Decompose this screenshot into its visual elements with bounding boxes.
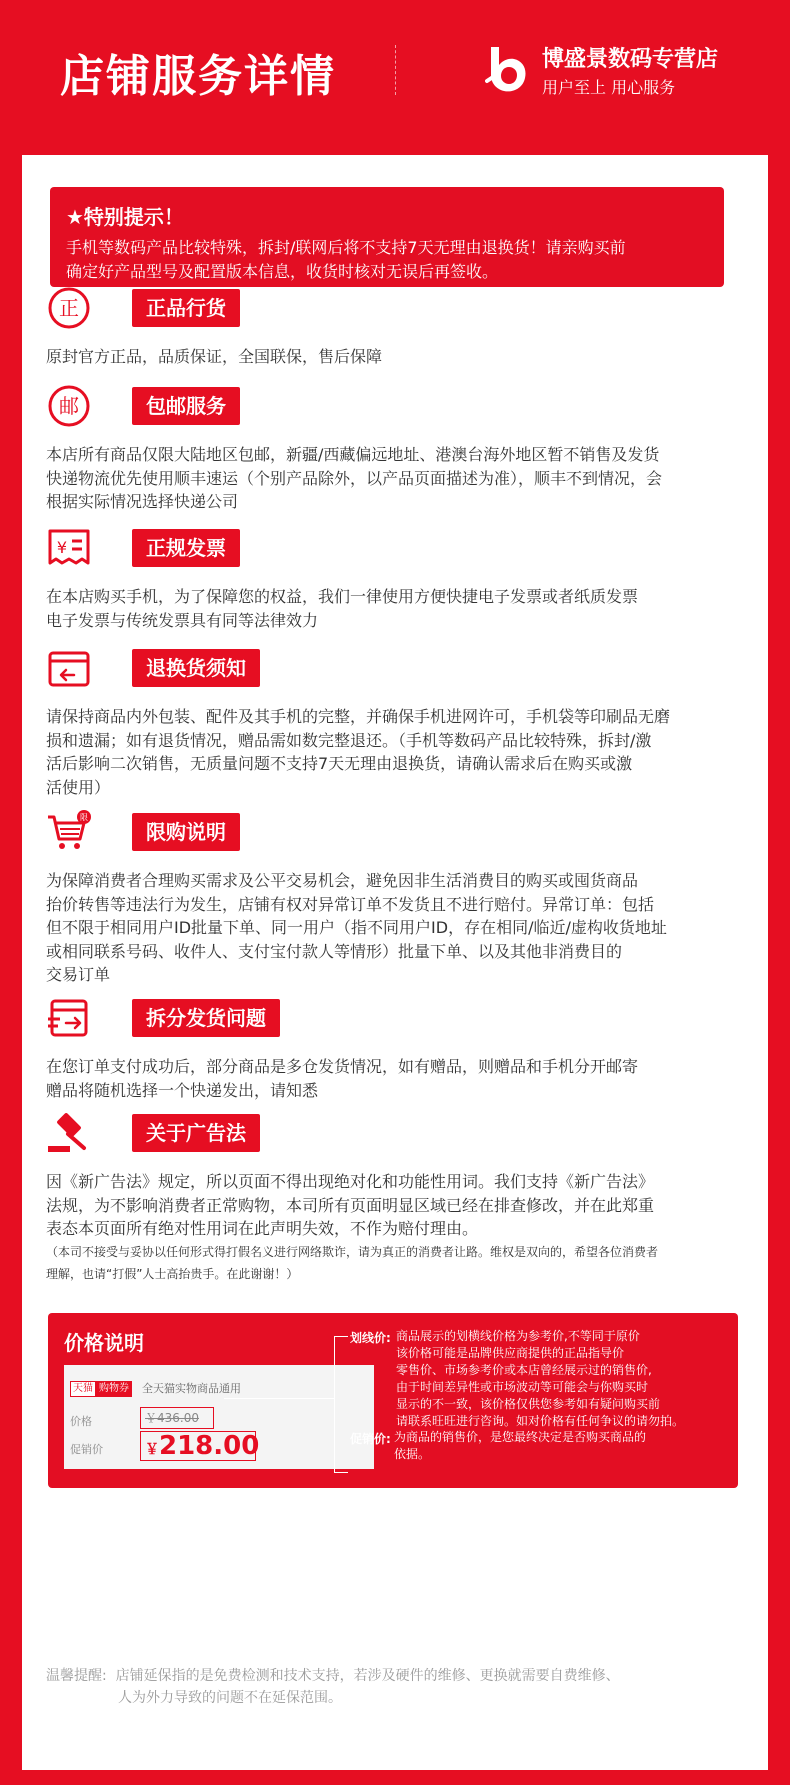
return-box-icon [46, 645, 92, 691]
section-label: 包邮服务 [132, 387, 240, 425]
section-label: 正品行货 [132, 289, 240, 327]
brand-name: 博盛景数码专营店 [542, 47, 719, 72]
content-panel [22, 155, 768, 1770]
tmall-badge: 天猫 [70, 1381, 96, 1397]
footer-label: 温馨提醒: [46, 1668, 107, 1684]
mail-icon [46, 383, 92, 429]
invoice-icon [46, 525, 92, 571]
section-label: 限购说明 [132, 813, 240, 851]
brand-slogan: 用户至上 用心服务 [542, 78, 676, 97]
genuine-icon [46, 285, 92, 331]
notice-line: 手机等数码产品比较特殊，拆封/联网后将不支持7天无理由退换货！请亲购买前 [66, 238, 626, 257]
section-body: 在本店购买手机，为了保障您的权益，我们一律使用方便快捷电子发票或者纸质发票 电子发票与传统发票具有同等法律效力 [46, 587, 639, 630]
brand-logo-icon [485, 43, 529, 95]
notice-title: ★特别提示！ [66, 205, 184, 229]
coupon-badge: 购物券 [96, 1381, 132, 1397]
section-body: 在您订单支付成功后，部分商品是多仓发货情况，如有赠品，则赠品和手机分开邮寄 赠品将随机选择一个快递发出，请知悉 [46, 1057, 639, 1100]
section-body: 本店所有商品仅限大陆地区包邮，新疆/西藏偏远地址、港澳台海外地区暂不销售及发货 快递物流优先使用顺丰速运（个别产品除外，以产品页面描述为准），顺丰不到情况，会 根据实际情况选择快递公司 [46, 445, 663, 511]
header-divider [395, 45, 396, 95]
svg-text:限: 限 [80, 813, 88, 822]
price-title: 价格说明 [64, 1331, 144, 1355]
page-header [0, 0, 790, 150]
promo-price-label: 促销价 [70, 1443, 103, 1456]
gavel-icon [46, 1110, 92, 1156]
coupon-scope: 全天猫实物商品通用 [142, 1382, 241, 1395]
notice-line: 确定好产品型号及配置版本信息，收货时核对无误后再签收。 [66, 262, 499, 281]
split-shipping-icon [46, 995, 92, 1041]
section-label: 关于广告法 [132, 1114, 260, 1152]
price-sample [64, 1365, 374, 1469]
strike-price-note: 商品展示的划横线价格为参考价,不等同于原价 该价格可能是品牌供应商提供的正品指导价 零售价、市场参考价或本店曾经展示过的销售价, 由于时间差异性或市场波动等可能会与你购买时 显示的不一致，该价格仅供您参考如有疑问购买前 请联系旺旺进行咨询。如对价格有任何争议的请勿拍。 [396, 1329, 685, 1428]
section-label: 拆分发货问题 [132, 999, 280, 1037]
connector-line [334, 1398, 335, 1472]
section-label: 退换货须知 [132, 649, 260, 687]
section-body: 因《新广告法》规定，所以页面不得出现绝对化和功能性用词。我们支持《新广告法》 法规，为不影响消费者正常购物，本司所有页面明显区域已经在排查修改，并在此郑重 表态本页面所有绝对性用词在此声明失效，不作为赔付理由。 （本司不接受与妥协以任何形式得打假名义进行网络欺诈，请为真正的消费者让路。维权是双向的，希望各位消费者 理解，也请“打假”人士高抬贵手。在此谢谢！） [46, 1172, 659, 1281]
connector-line [334, 1472, 348, 1473]
page-title: 店铺服务详情 [60, 51, 336, 102]
footer-line: 人为外力导致的问题不在延保范围。 [118, 1690, 342, 1706]
section-body: 为保障消费者合理购买需求及公平交易机会，避免因非生活消费目的购买或囤货商品 抬价转售等违法行为发生，店铺有权对异常订单不发货且不进行赔付。异常订单：包括 但不限于相同用户ID批量下单、同一用户（指不同用户ID，存在相同/临近/虚构收货地址 或相同联系号码、收件人、支付宝付款人等情形）批量下单、以及其他非消费目的 交易订单 [46, 871, 667, 984]
footer-line: 店铺延保指的是免费检测和技术支持，若涉及硬件的维修、更换就需要自费维修、 [115, 1668, 620, 1684]
promo-note-label: 促销价: [350, 1432, 391, 1446]
cart-limit-icon [46, 809, 92, 855]
section-body: 原封官方正品，品质保证，全国联保，售后保障 [46, 347, 383, 366]
connector-line [224, 1398, 334, 1399]
footer-reminder [46, 1665, 620, 1709]
section-body: 请保持商品内外包装、配件及其手机的完整，并确保手机进网许可，手机袋等印刷品无磨 损和遗漏；如有退货情况，赠品需如数完整退还。（手机等数码产品比较特殊，拆封/激 活后影响二次销售，无质量问题不支持7天无理由退换货，请确认需求后在购买或激 活使用） [46, 707, 671, 797]
svg-text:邮: 邮 [59, 394, 79, 418]
section-label: 正规发票 [132, 529, 240, 567]
svg-text:¥: ¥ [56, 538, 68, 557]
special-notice [50, 187, 724, 287]
orig-price: ￥436.00 [140, 1407, 214, 1429]
svg-text:正: 正 [59, 296, 79, 320]
connector-line [334, 1336, 335, 1398]
promo-price: ￥218.00 [140, 1431, 256, 1461]
orig-price-label: 价格 [70, 1415, 92, 1428]
promo-note: 为商品的销售价，是您最终决定是否购买商品的 依据。 [394, 1430, 647, 1461]
strike-price-label: 划线价: [350, 1331, 391, 1345]
connector-line [334, 1336, 348, 1337]
price-explanation [48, 1313, 738, 1488]
